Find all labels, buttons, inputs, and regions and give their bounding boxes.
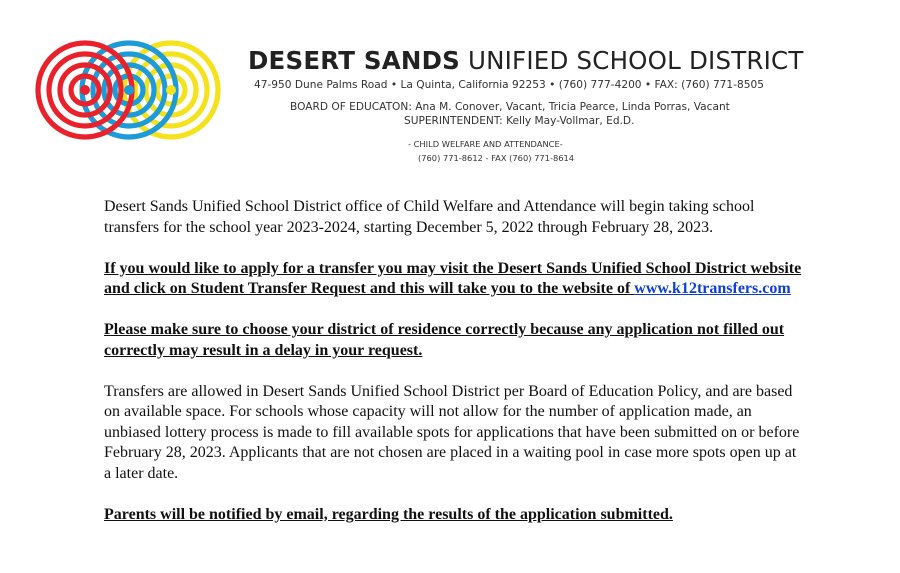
- yellow-center: [166, 85, 176, 95]
- department-name: - CHILD WELFARE AND ATTENDANCE-: [408, 139, 563, 149]
- letterhead: [0, 0, 900, 180]
- board-of-education: BOARD OF EDUCATON: Ana M. Conover, Vacant, Tricia Pearce, Linda Porras, Vacant: [290, 101, 730, 113]
- department-phone: (760) 771-8612 - FAX (760) 771-8614: [418, 153, 575, 163]
- k12transfers-link[interactable]: www.k12transfers.com: [634, 280, 791, 297]
- district-address: 47-950 Dune Palms Road • La Quinta, California 92253 • (760) 777-4200 • FAX: (760) 771-8505: [254, 79, 764, 91]
- apply-instructions-text: If you would like to apply for a transfer you may visit the Desert Sands Unified School District website and click on Student Transfer Request and this will take you to the website of: [104, 259, 802, 297]
- notification-notice: Parents will be notified by email, regarding the results of the application submitted.: [104, 505, 673, 523]
- district-title-rest: UNIFIED SCHOOL DISTRICT: [467, 46, 804, 75]
- district-title-bold: DESERT SANDS: [248, 46, 460, 75]
- district-title: [248, 46, 804, 76]
- apply-instructions: [104, 259, 804, 300]
- district-logo: [33, 38, 223, 142]
- transfer-policy-paragraph: Transfers are allowed in Desert Sands Unified School District per Board of Education Policy, and are based on available space. For schools whose capacity will not allow for the number of application made, an unbiased lottery process is made to fill available spots for applications that have been submitted on or before February 28, 2023. Applicants that are not chosen are placed in a waiting pool in case more spots open up at a later date.: [104, 382, 800, 482]
- superintendent: SUPERINTENDENT: Kelly May-Vollmar, Ed.D.: [404, 115, 635, 127]
- red-center: [80, 85, 90, 95]
- letter-body: [104, 197, 804, 546]
- intro-paragraph: Desert Sands Unified School District office of Child Welfare and Attendance will begin taking school transfers for the school year 2023-2024, starting December 5, 2022 through February 28, 2023.: [104, 198, 755, 236]
- blue-center: [124, 85, 134, 95]
- residence-warning: Please make sure to choose your district of residence correctly because any application not filled out correctly may result in a delay in your request.: [104, 321, 785, 359]
